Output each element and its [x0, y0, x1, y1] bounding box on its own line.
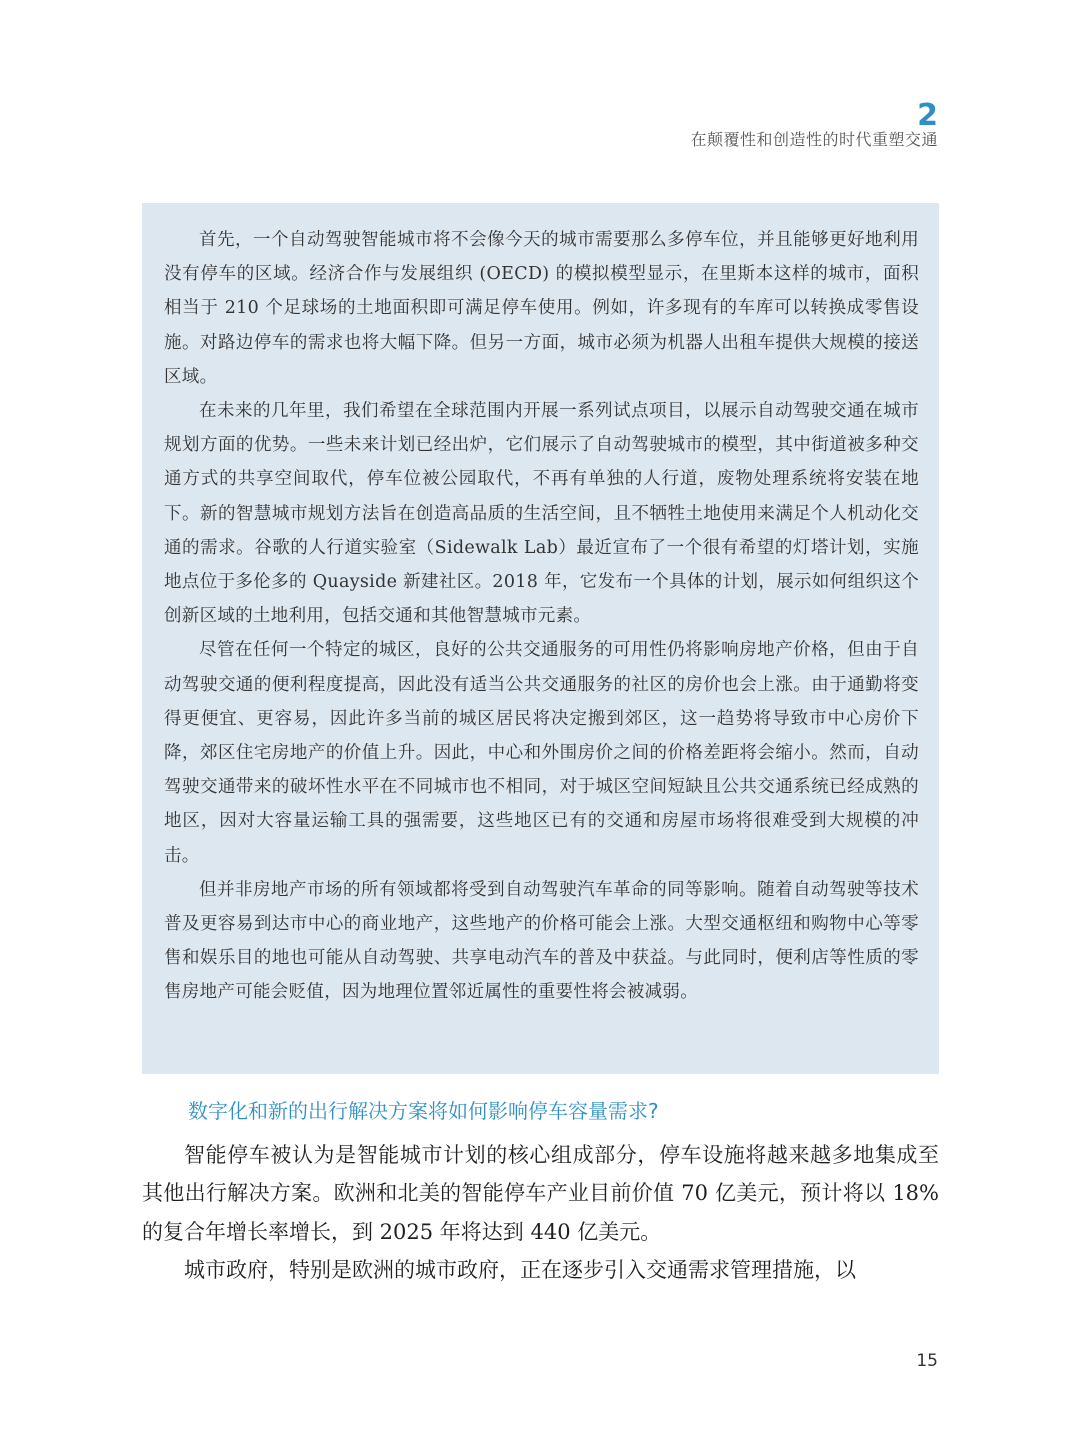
sidebar-paragraph-4: 但并非房地产市场的所有领域都将受到自动驾驶汽车革命的同等影响。随着自动驾驶等技术普及更容易到达市中心的商业地产，这些地产的价格可能会上涨。大型交通枢纽和购物中心等零售和娱乐目的地也可能从自动驾驶、共享电动汽车的普及中获益。与此同时，便利店等性质的零售房地产可能会贬值，因为地理位置邻近属性的重要性将会被减弱。 [164, 879, 919, 1003]
sidebar-box [142, 203, 939, 1074]
sidebar-paragraph-1: 首先，一个自动驾驶智能城市将不会像今天的城市需要那么多停车位，并且能够更好地利用没有停车的区域。经济合作与发展组织 (OECD) 的模拟模型显示，在里斯本这样的城市，面积相当于 210 个足球场的土地面积即可满足停车使用。例如，许多现有的车库可以转换成零售设施。对路边停车的需求也将大幅下降。但另一方面，城市必须为机器人出租车提供大规模的接送区域。 [164, 230, 919, 387]
section-heading: 数字化和新的出行解决方案将如何影响停车容量需求? [188, 1099, 659, 1123]
chapter-title: 在颠覆性和创造性的时代重塑交通 [690, 130, 938, 149]
page-number: 15 [916, 1351, 938, 1371]
body-paragraph-2: 城市政府，特别是欧洲的城市政府，正在逐步引入交通需求管理措施，以 [184, 1257, 856, 1282]
chapter-number: 2 [917, 98, 938, 133]
sidebar-paragraph-2: 在未来的几年里，我们希望在全球范围内开展一系列试点项目，以展示自动驾驶交通在城市规划方面的优势。一些未来计划已经出炉，它们展示了自动驾驶城市的模型，其中街道被多种交通方式的共享空间取代，停车位被公园取代，不再有单独的人行道，废物处理系统将安装在地下。新的智慧城市规划方法旨在创造高品质的生活空间，且不牺牲土地使用来满足个人机动化交通的需求。谷歌的人行道实验室（Sidewalk Lab）最近宣布了一个很有希望的灯塔计划，实施地点位于多伦多的 Quayside 新建社区。2018 年，它发布一个具体的计划，展示如何组织这个创新区域的土地利用，包括交通和其他智慧城市元素。 [164, 401, 919, 627]
body-paragraph-1: 智能停车被认为是智能城市计划的核心组成部分，停车设施将越来越多地集成至其他出行解决方案。欧洲和北美的智能停车产业目前价值 70 亿美元，预计将以 18% 的复合年增长率增长，到 2025 年将达到 440 亿美元。 [142, 1143, 939, 1244]
body-text [142, 1136, 939, 1289]
sidebar-paragraph-3: 尽管在任何一个特定的城区，良好的公共交通服务的可用性仍将影响房地产价格，但由于自动驾驶交通的便利程度提高，因此没有适当公共交通服务的社区的房价也会上涨。由于通勤将变得更便宜、更容易，因此许多当前的城区居民将决定搬到郊区，这一趋势将导致市中心房价下降，郊区住宅房地产的价值上升。因此，中心和外围房价之间的价格差距将会缩小。然而，自动驾驶交通带来的破坏性水平在不同城市也不相同，对于城区空间短缺且公共交通系统已经成熟的地区，因对大容量运输工具的强需要，这些地区已有的交通和房屋市场将很难受到大规模的冲击。 [164, 640, 919, 866]
